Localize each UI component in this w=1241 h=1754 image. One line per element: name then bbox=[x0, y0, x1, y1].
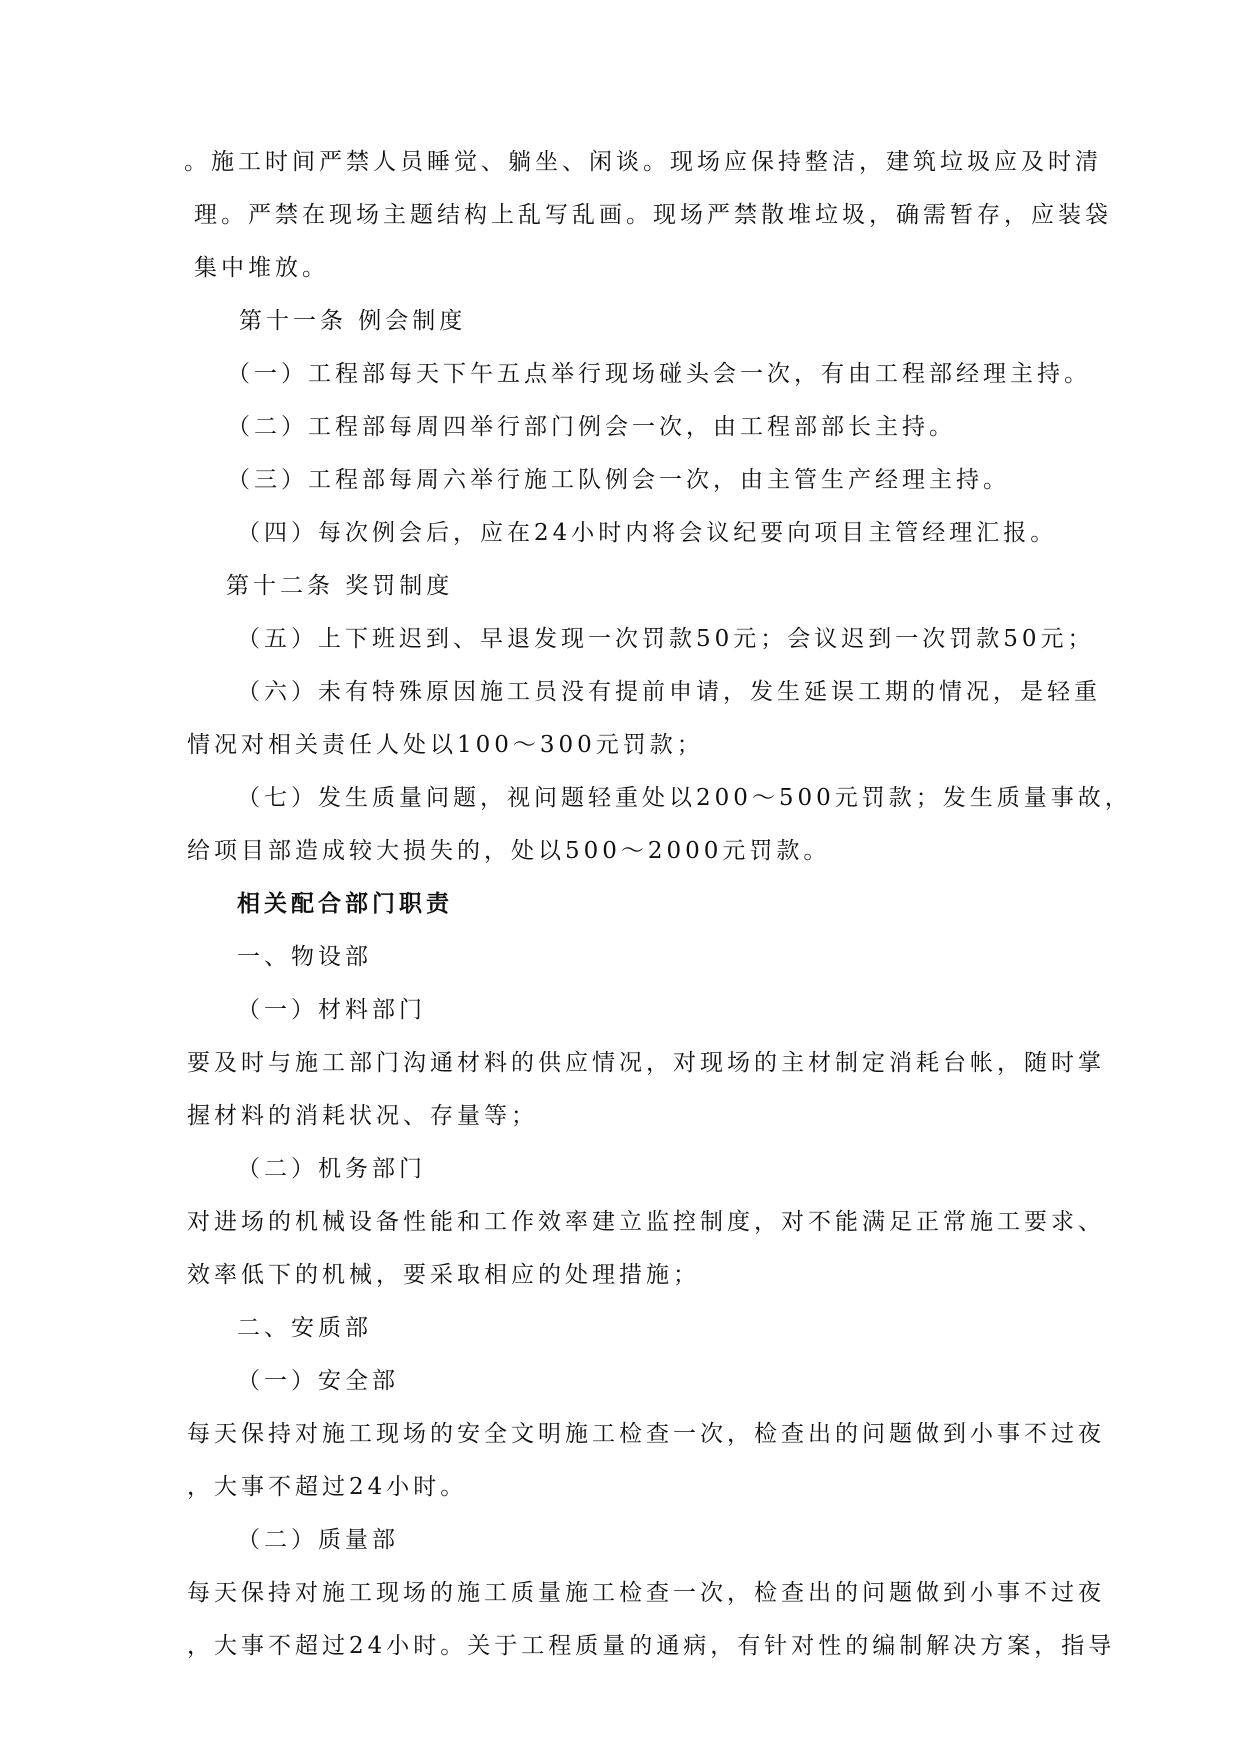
text-line-18: 要及时与施工部门沟通材料的供应情况，对现场的主材制定消耗台帐，随时掌 bbox=[187, 1050, 1105, 1076]
text-line-24: （一）安全部 bbox=[237, 1368, 399, 1394]
text-line-11: （六）未有特殊原因施工员没有提前申请，发生延误工期的情况，是轻重 bbox=[237, 679, 1101, 705]
text-line-20: （二）机务部门 bbox=[237, 1156, 426, 1182]
text-line-8: （四）每次例会后，应在24小时内将会议纪要向项目主管经理汇报。 bbox=[237, 520, 1058, 546]
text-line-26: ，大事不超过24小时。 bbox=[187, 1474, 468, 1500]
article-12-heading: 第十二条 奖罚制度 bbox=[226, 573, 454, 599]
text-line-19: 握材料的消耗状况、存量等； bbox=[187, 1103, 538, 1129]
text-line-25: 每天保持对施工现场的安全文明施工检查一次，检查出的问题做到小事不过夜 bbox=[187, 1421, 1105, 1447]
text-line-29: ，大事不超过24小时。关于工程质量的通病，有针对性的编制解决方案，指导 bbox=[187, 1633, 1116, 1659]
text-line-13: （七）发生质量问题，视问题轻重处以200～500元罚款；发生质量事故， bbox=[237, 785, 1132, 811]
text-line-14: 给项目部造成较大损失的，处以500～2000元罚款。 bbox=[187, 838, 831, 864]
text-line-28: 每天保持对施工现场的施工质量施工检查一次，检查出的问题做到小事不过夜 bbox=[187, 1580, 1105, 1606]
text-line-3: 集中堆放。 bbox=[194, 255, 329, 281]
text-line-17: （一）材料部门 bbox=[237, 997, 426, 1023]
text-line-21: 对进场的机械设备性能和工作效率建立监控制度，对不能满足正常施工要求、 bbox=[187, 1209, 1105, 1235]
text-line-27: （二）质量部 bbox=[237, 1527, 399, 1553]
text-line-12: 情况对相关责任人处以100～300元罚款； bbox=[187, 732, 704, 758]
text-line-5: （一）工程部每天下午五点举行现场碰头会一次，有由工程部经理主持。 bbox=[227, 361, 1091, 387]
text-line-7: （三）工程部每周六举行施工队例会一次，由主管生产经理主持。 bbox=[227, 467, 1010, 493]
article-11-heading: 第十一条 例会制度 bbox=[239, 308, 467, 334]
text-line-6: （二）工程部每周四举行部门例会一次，由工程部部长主持。 bbox=[227, 414, 956, 440]
text-line-22: 效率低下的机械，要采取相应的处理措施； bbox=[187, 1262, 700, 1288]
text-line-1: 。施工时间严禁人员睡觉、躺坐、闲谈。现场应保持整洁，建筑垃圾应及时清 bbox=[184, 149, 1102, 175]
text-line-10: （五）上下班迟到、早退发现一次罚款50元；会议迟到一次罚款50元； bbox=[237, 626, 1095, 652]
text-line-2: 理。严禁在现场主题结构上乱写乱画。现场严禁散堆垃圾，确需暂存，应装袋 bbox=[194, 202, 1112, 228]
subsection-heading-safety-quality-dept: 二、安质部 bbox=[237, 1315, 372, 1341]
subsection-heading-materials-dept: 一、物设部 bbox=[237, 944, 372, 970]
section-heading-departments: 相关配合部门职责 bbox=[237, 890, 453, 917]
